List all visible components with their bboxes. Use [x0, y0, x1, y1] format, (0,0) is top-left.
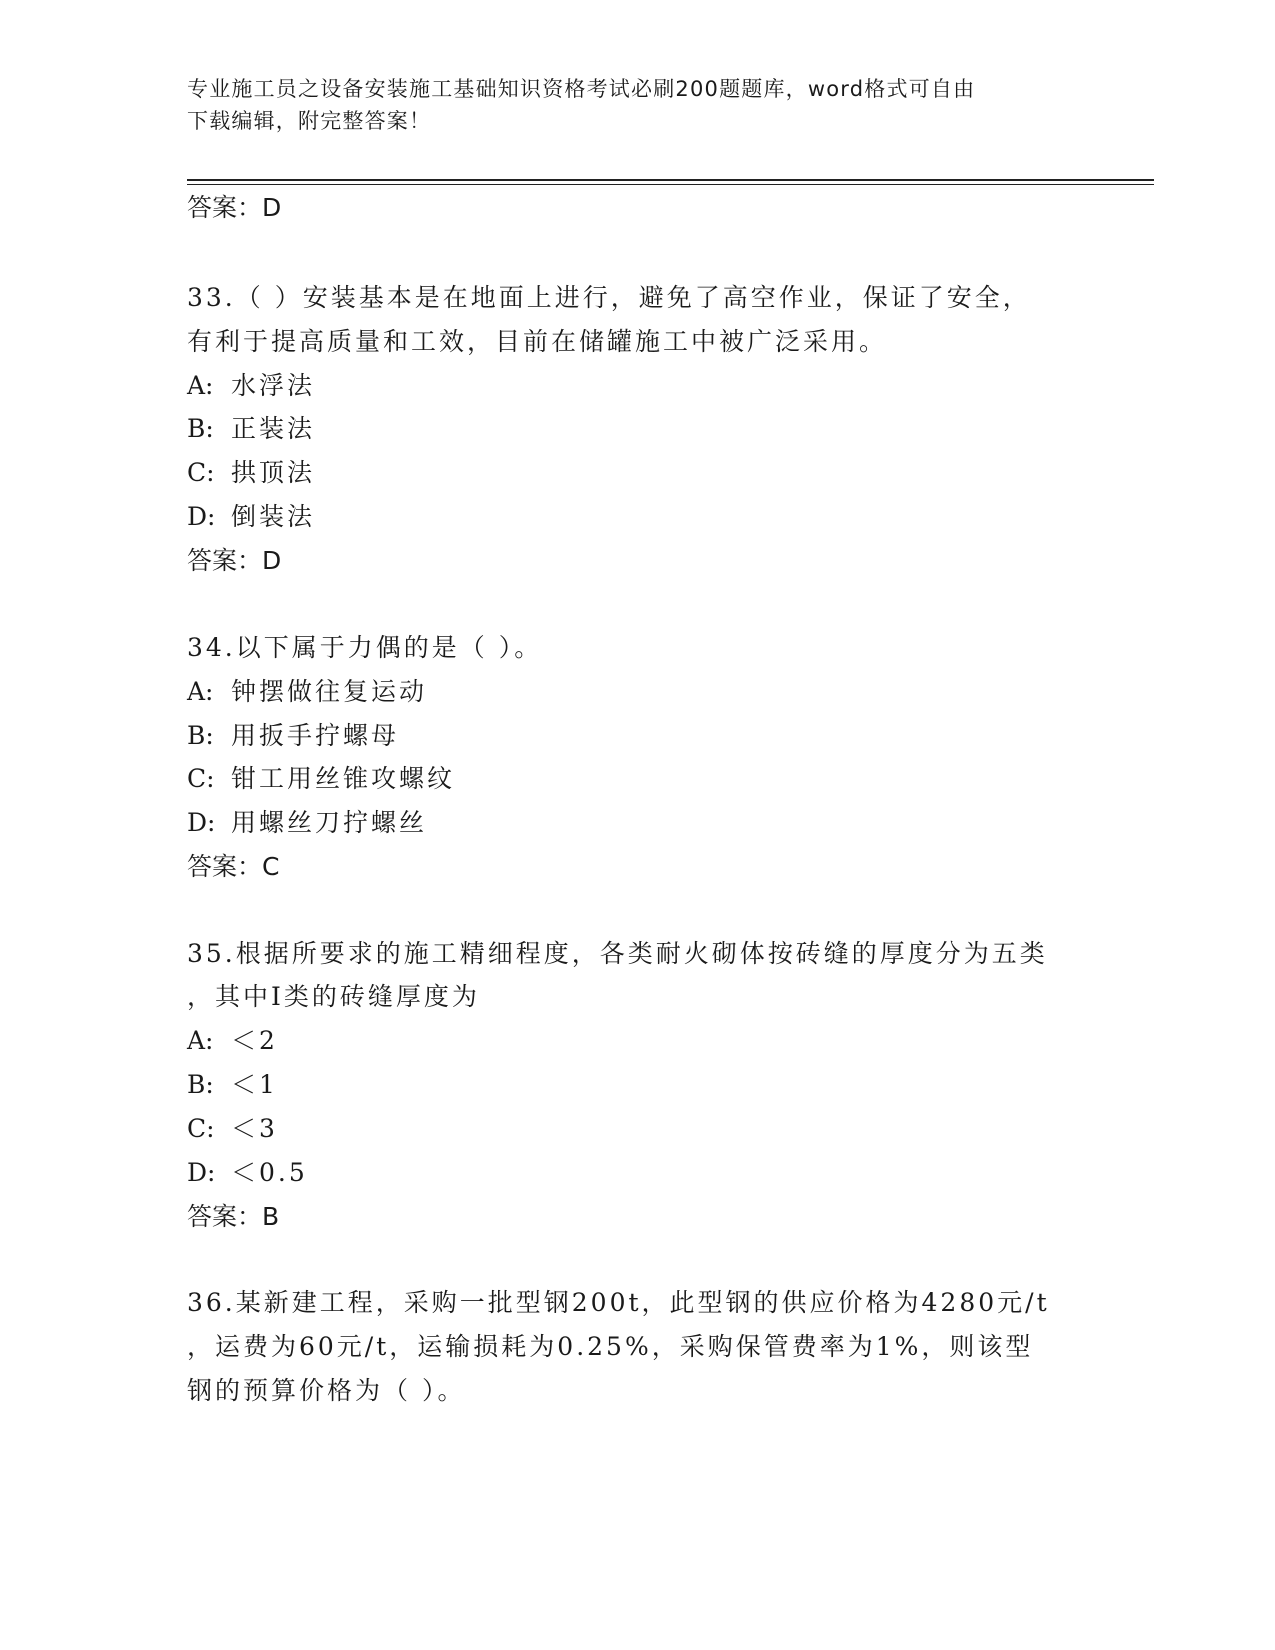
question-text: 33.（ ）安装基本是在地面上进行，避免了高空作业，保证了安全，: [187, 283, 1031, 312]
option-c: [187, 457, 315, 489]
option-b: [187, 720, 399, 752]
option-text: ＜3: [231, 1114, 278, 1143]
option-letter: B:: [187, 1070, 214, 1099]
option-letter: A:: [187, 1026, 214, 1055]
question-text: ，其中Ⅰ类的砖缝厚度为: [187, 982, 480, 1011]
option-c: [187, 1113, 278, 1145]
option-b: [187, 1069, 278, 1101]
question-text: ，运费为60元/t，运输损耗为0.25%，采购保管费率为1%，则该型: [187, 1332, 1034, 1361]
option-letter: B:: [187, 414, 214, 443]
option-a: [187, 676, 427, 708]
option-text: 正装法: [231, 414, 316, 443]
question-text: 有利于提高质量和工效，目前在储罐施工中被广泛采用。: [187, 327, 888, 356]
option-text: 钳工用丝锥攻螺纹: [231, 764, 456, 793]
question-text: 34.以下属于力偶的是（ ）。: [187, 633, 543, 662]
option-b: [187, 413, 315, 445]
option-text: 钟摆做往复运动: [231, 677, 428, 706]
option-letter: C:: [187, 1114, 215, 1143]
option-letter: B:: [187, 721, 214, 750]
option-letter: D:: [187, 502, 216, 531]
option-text: 用螺丝刀拧螺丝: [231, 808, 428, 837]
option-letter: C:: [187, 764, 215, 793]
option-letter: C:: [187, 458, 215, 487]
question-text: 钢的预算价格为（ ）。: [187, 1376, 466, 1405]
option-letter: A:: [187, 677, 214, 706]
header-title-line-2: 下载编辑，附完整答案！: [187, 109, 432, 133]
option-text: 拱顶法: [231, 458, 316, 487]
option-letter: D:: [187, 808, 216, 837]
option-d: [187, 807, 427, 839]
question-text: 36.某新建工程，采购一批型钢200t，此型钢的供应价格为4280元/t: [187, 1288, 1050, 1317]
answer: 答案：C: [187, 852, 280, 881]
answer: 答案：D: [187, 546, 282, 575]
option-a: [187, 1025, 278, 1057]
option-d: [187, 1157, 308, 1189]
option-a: [187, 370, 315, 402]
answer-prev: 答案：D: [187, 193, 282, 222]
option-d: [187, 501, 315, 533]
header-title-line-1: 专业施工员之设备安装施工基础知识资格考试必刷200题题库，word格式可自由: [187, 77, 976, 101]
answer: 答案：B: [187, 1202, 280, 1231]
option-text: ＜0.5: [231, 1158, 308, 1187]
option-text: ＜1: [231, 1070, 278, 1099]
option-text: 水浮法: [231, 371, 316, 400]
option-text: ＜2: [231, 1026, 278, 1055]
option-text: 用扳手拧螺母: [231, 721, 400, 750]
option-letter: A:: [187, 371, 214, 400]
option-text: 倒装法: [231, 502, 316, 531]
question-text: 35.根据所要求的施工精细程度，各类耐火砌体按砖缝的厚度分为五类: [187, 939, 1048, 968]
option-c: [187, 763, 455, 795]
header-divider: [187, 179, 1154, 181]
option-letter: D:: [187, 1158, 216, 1187]
header-divider-thin: [187, 184, 1154, 185]
